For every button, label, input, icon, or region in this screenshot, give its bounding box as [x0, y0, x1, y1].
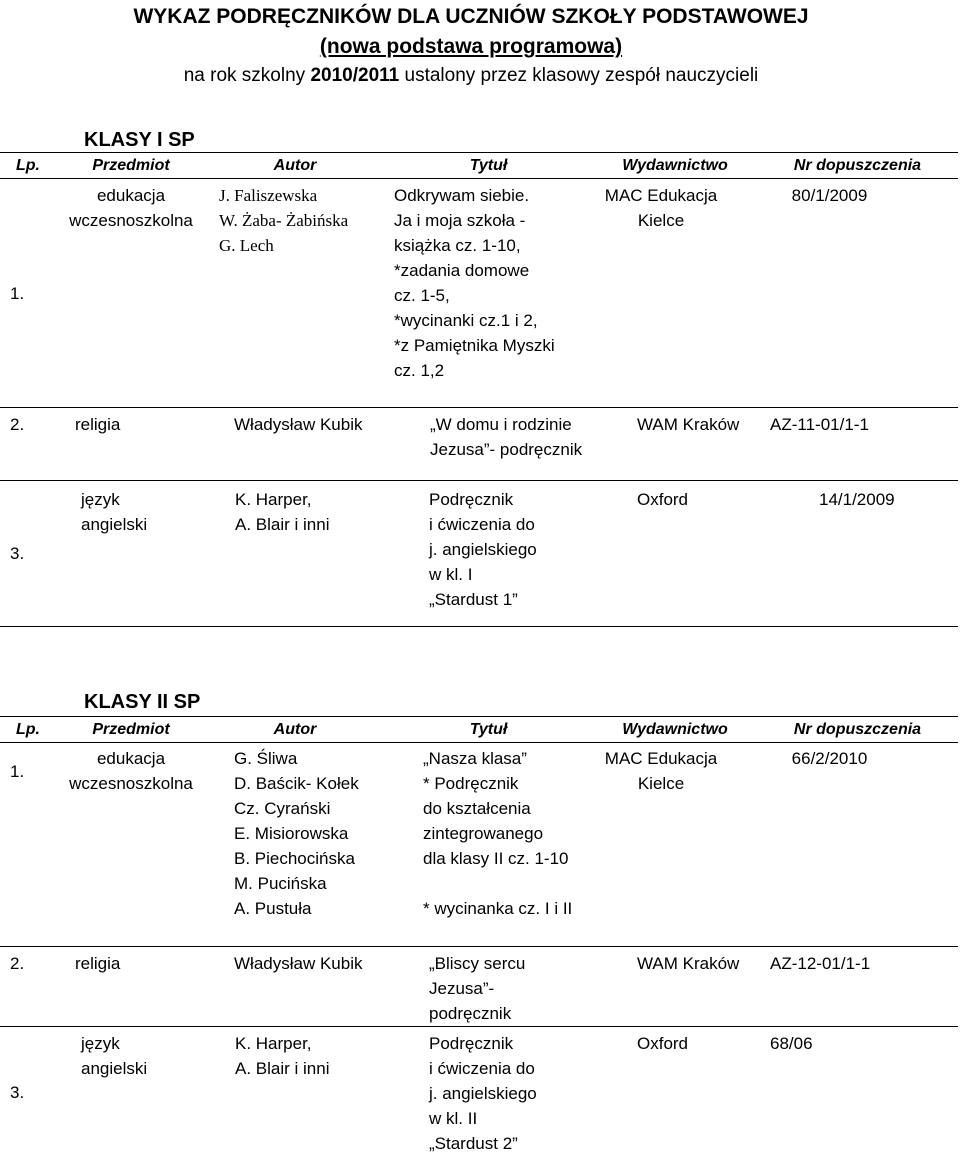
col-header-author: Autor [206, 153, 384, 179]
row-approval: AZ-12-01/1-1 [757, 947, 958, 1027]
col-header-publisher: Wydawnictwo [593, 717, 757, 743]
table-row [0, 408, 958, 481]
row-approval: 68/06 [770, 1034, 813, 1053]
row-publisher: WAM Kraków [593, 408, 757, 481]
row-title: Odkrywam siebie. Ja i moja szkoła - książka cz. 1-10, *zadania domowe cz. 1-5, *wycinanki cz.1 i 2, *z Pamiętnika Myszki cz. 1,2 [384, 179, 593, 408]
table-row [0, 1027, 958, 1159]
row-publisher: Oxford [593, 481, 757, 627]
table-row [0, 179, 958, 408]
table-header-row [0, 717, 958, 743]
col-header-title: Tytuł [384, 153, 593, 179]
document-header [0, 2, 960, 90]
col-header-title: Tytuł [384, 717, 593, 743]
col-header-approval: Nr dopuszczenia [757, 153, 958, 179]
row-subject: edukacja wczesnoszkolna [56, 179, 206, 408]
table-row [0, 743, 958, 947]
col-header-approval: Nr dopuszczenia [757, 717, 958, 743]
section-title-class-1: KLASY I SP [84, 129, 195, 151]
table-header-row [0, 153, 958, 179]
row-publisher: Oxford [637, 1034, 689, 1053]
row-author: G. Śliwa D. Baścik- Kołek Cz. Cyrański E. Misiorowska B. Piechocińska M. Pucińska A. Pustuła [206, 743, 384, 947]
row-publisher: MAC Edukacja Kielce [593, 743, 757, 947]
document-subtitle: (nowa podstawa programowa) [319, 35, 623, 58]
row-subject: język angielski [81, 1034, 148, 1078]
row-approval: 66/2/2010 [757, 743, 958, 947]
section-title-class-2: KLASY II SP [84, 691, 201, 713]
row-approval: 80/1/2009 [757, 179, 958, 408]
row-title: „W domu i rodzinie Jezusa”- podręcznik [384, 408, 593, 481]
col-header-lp: Lp. [0, 717, 56, 743]
textbook-table-class-1 [0, 152, 958, 627]
row-approval: 14/1/2009 [757, 481, 958, 627]
table-row [0, 481, 958, 627]
col-header-author: Autor [206, 717, 384, 743]
col-header-subject: Przedmiot [56, 153, 206, 179]
row-author: Władysław Kubik [206, 947, 384, 1027]
row-lp: 2. [0, 408, 56, 481]
col-header-publisher: Wydawnictwo [593, 153, 757, 179]
row-title: „Nasza klasa” * Podręcznik do kształcenia zintegrowanego dla klasy II cz. 1-10 * wycinanka cz. I i II [384, 743, 593, 947]
row-title: „Bliscy sercu Jezusa”- podręcznik [384, 947, 593, 1027]
school-year-line: na rok szkolny 2010/2011 ustalony przez klasowy zespół nauczycieli [183, 65, 759, 86]
textbook-table-class-2 [0, 716, 958, 1159]
row-lp: 1. [0, 743, 56, 947]
row-title: Podręcznik i ćwiczenia do j. angielskiego w kl. I „Stardust 1” [384, 481, 593, 627]
row-lp: 2. [0, 947, 56, 1027]
row-author: Władysław Kubik [206, 408, 384, 481]
row-author: K. Harper, A. Blair i inni [235, 1034, 330, 1078]
row-author: K. Harper, A. Blair i inni [206, 481, 384, 627]
document-title: WYKAZ PODRĘCZNIKÓW DLA UCZNIÓW SZKOŁY PODSTAWOWEJ [133, 5, 809, 28]
row-title: Podręcznik i ćwiczenia do j. angielskiego w kl. II „Stardust 2” [429, 1034, 537, 1153]
school-year: 2010/2011 [310, 65, 400, 86]
row-publisher: MAC Edukacja Kielce [593, 179, 757, 408]
col-header-subject: Przedmiot [56, 717, 206, 743]
row-lp: 3. [0, 481, 56, 627]
row-approval: AZ-11-01/1-1 [757, 408, 958, 481]
table-row [0, 947, 958, 1027]
row-lp: 3. [10, 1083, 25, 1103]
col-header-lp: Lp. [0, 153, 56, 179]
row-subject: język angielski [56, 481, 206, 627]
row-subject: edukacja wczesnoszkolna [56, 743, 206, 947]
row-subject: religia [56, 408, 206, 481]
row-lp: 1. [0, 179, 56, 408]
row-publisher: WAM Kraków [593, 947, 757, 1027]
row-subject: religia [56, 947, 206, 1027]
row-author: J. Faliszewska W. Żaba- Żabińska G. Lech [206, 179, 384, 408]
